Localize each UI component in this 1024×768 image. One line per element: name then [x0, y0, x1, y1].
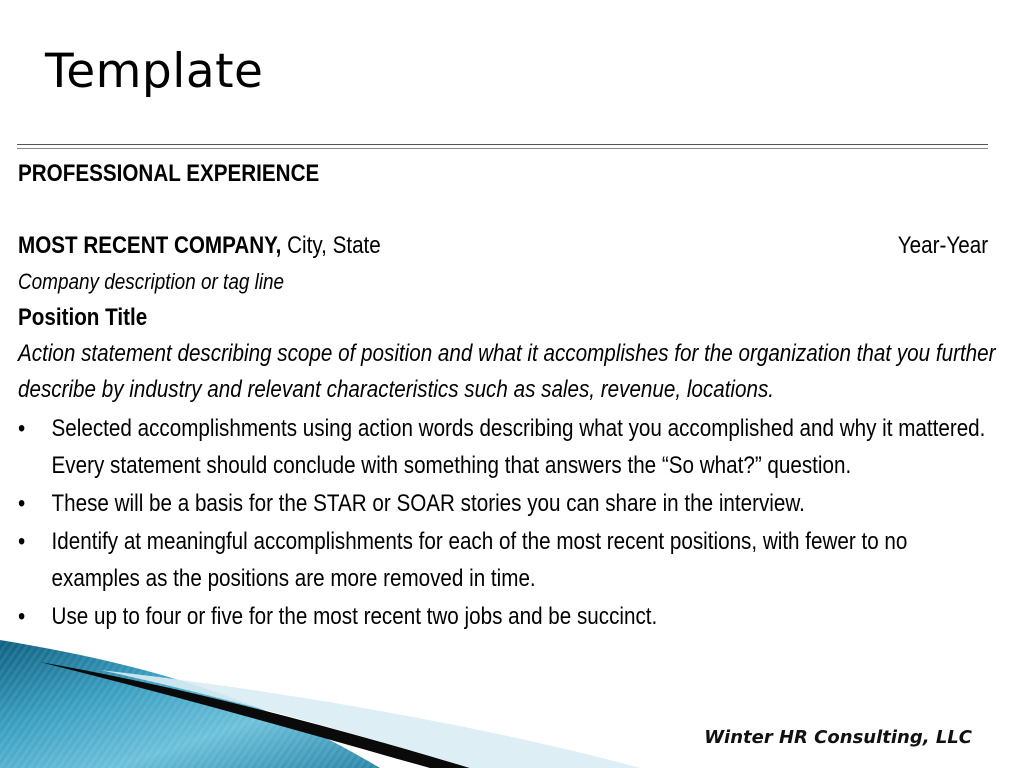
title-divider: [17, 144, 988, 145]
footer-company: Winter HR Consulting, LLC: [704, 727, 972, 748]
list-item: • Use up to four or five for the most recent two jobs and be succinct.: [18, 598, 998, 635]
bullet-icon: •: [18, 415, 26, 442]
employment-years: Year-Year: [897, 232, 989, 259]
list-item: • Identify at meaningful accomplishments for each of the most recent positions, with fewer to no examples as the positions are more removed in time.: [18, 523, 998, 597]
company-row: [18, 228, 988, 264]
bullet-icon: •: [18, 603, 26, 630]
action-statement: Action statement describing scope of position and what it accomplishes for the organization that you further describe by industry and relevant characteristics such as sales, revenue, locations.: [18, 340, 996, 403]
bullet-icon: •: [18, 528, 26, 555]
decorative-swoosh: [0, 640, 1024, 768]
bullet-icon: •: [18, 490, 26, 517]
list-item: • Selected accomplishments using action words describing what you accomplished and why it mattered. Every statement should conclude with something that answers the “So what?” question.: [18, 410, 998, 484]
company-tagline: Company description or tag line: [18, 269, 285, 294]
accomplishments-list: [18, 410, 998, 635]
position-title: Position Title: [18, 304, 148, 331]
list-item: • These will be a basis for the STAR or SOAR stories you can share in the interview.: [18, 485, 998, 522]
resume-template: [18, 156, 996, 636]
title-divider-secondary: [17, 148, 988, 149]
company-name: MOST RECENT COMPANY,: [18, 232, 282, 259]
slide-title: Template: [45, 44, 264, 99]
company-location: City, State: [281, 232, 381, 259]
section-heading: PROFESSIONAL EXPERIENCE: [18, 160, 320, 187]
